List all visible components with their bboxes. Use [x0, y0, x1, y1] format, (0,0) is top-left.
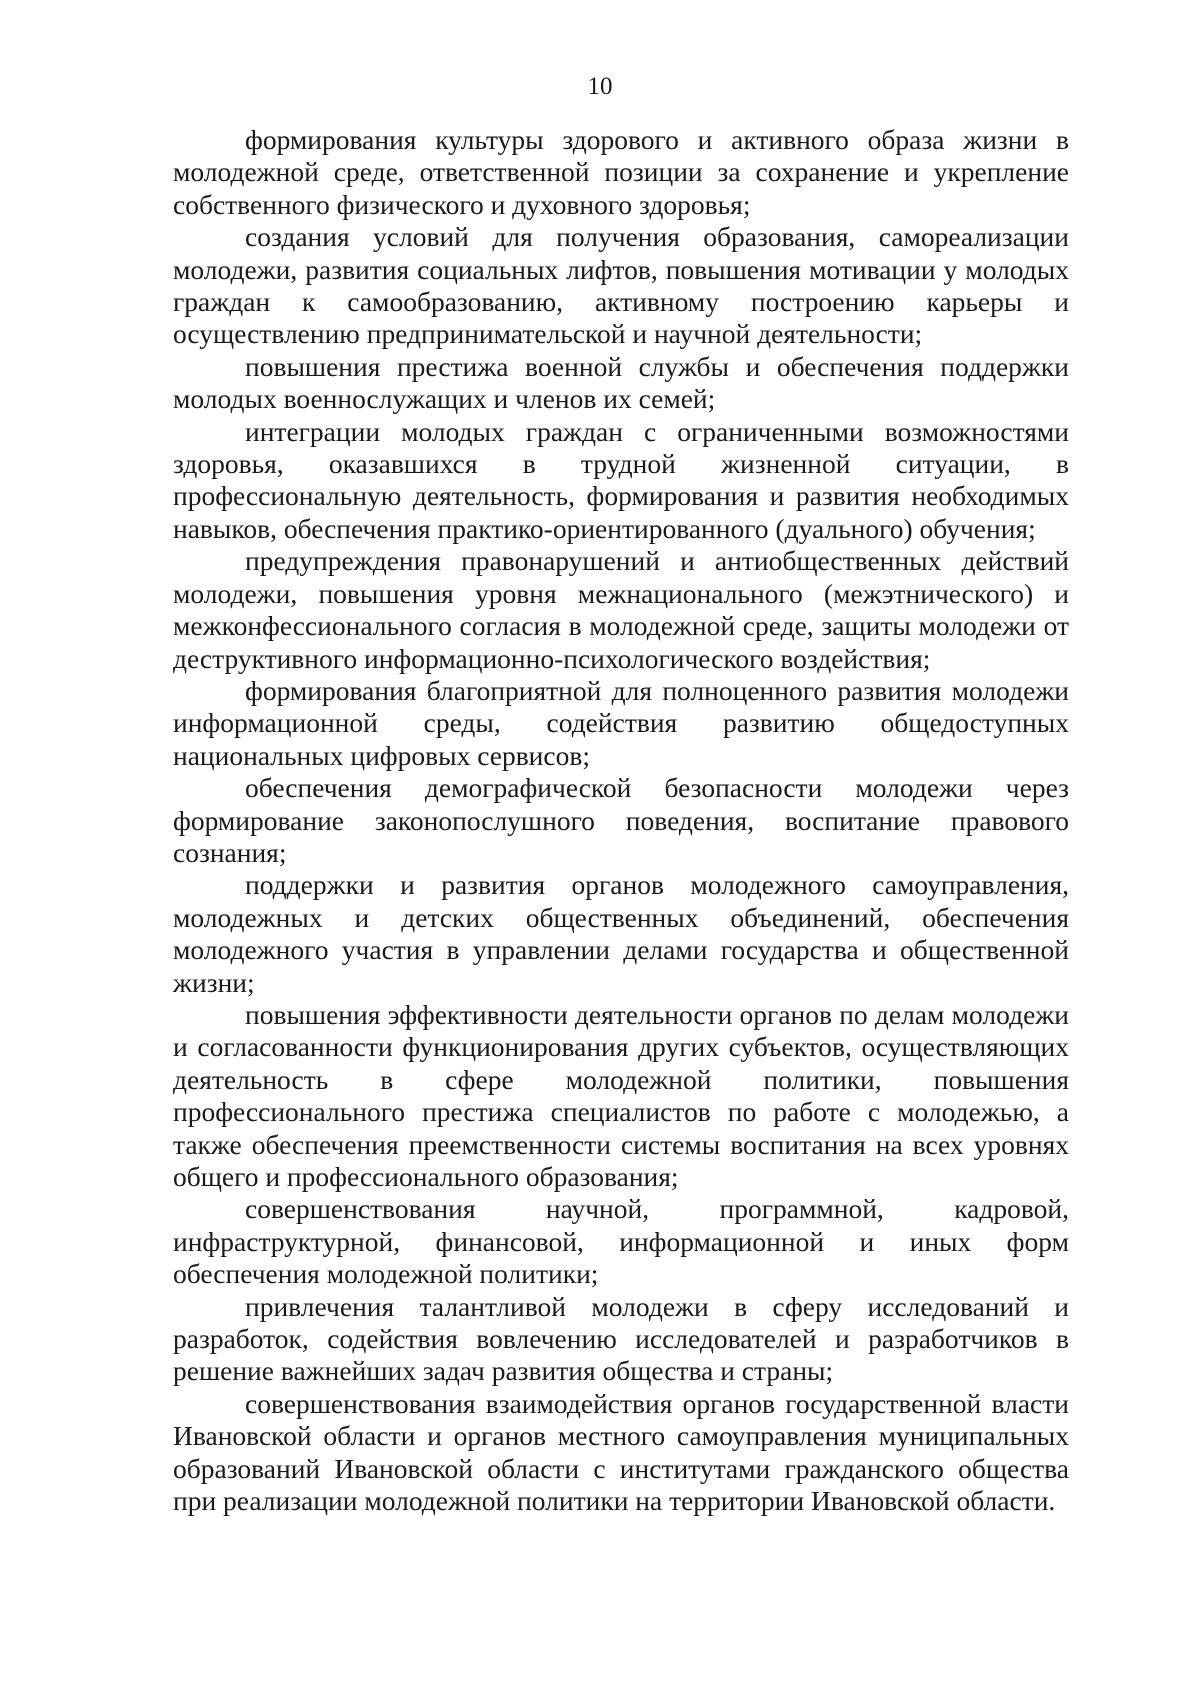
paragraph: обеспечения демографической безопасности молодежи через формирование законопослушного поведения, воспитание правового сознания; [173, 772, 1069, 868]
paragraph: совершенствования научной, программной, кадровой, инфраструктурной, финансовой, информационной и иных форм обеспечения молодежной политики; [173, 1193, 1069, 1290]
page-number: 10 [587, 73, 613, 100]
paragraph: поддержки и развития органов молодежного самоуправления, молодежных и детских общественных объединений, обеспечения молодежного участия в управлении делами государства и общественной жизни; [173, 869, 1069, 998]
paragraph: предупреждения правонарушений и антиобщественных действий молодежи, повышения уровня межнационального (межэтнического) и межконфессионального согласия в молодежной среде, защиты молодежи от деструктивного информационно-психологического воздействия; [173, 545, 1069, 674]
paragraph: повышения престижа военной службы и обеспечения поддержки молодых военнослужащих и членов их семей; [173, 350, 1069, 415]
paragraph: привлечения талантливой молодежи в сферу исследований и разработок, содействия вовлечению исследователей и разработчиков в решение важнейших задач развития общества и страны; [173, 1290, 1069, 1387]
paragraph: создания условий для получения образования, самореализации молодежи, развития социальных лифтов, повышения мотивации у молодых граждан к самообразованию, активному построению карьеры и осуществлению предпринимательской и научной деятельности; [173, 221, 1069, 350]
document-body [173, 124, 1069, 1517]
paragraph: интеграции молодых граждан с ограниченными возможностями здоровья, оказавшихся в трудной жизненной ситуации, в профессиональную деятельность, формирования и развития необходимых навыков, обеспечения практико-ориентированного (дуального) обучения; [173, 415, 1069, 544]
paragraph: формирования благоприятной для полноценного развития молодежи информационной среды, содействия развитию общедоступных национальных цифровых сервисов; [173, 674, 1069, 771]
paragraph: повышения эффективности деятельности органов по делам молодежи и согласованности функционирования других субъектов, осуществляющих деятельность в сфере молодежной политики, повышения профессионального престижа специалистов по работе с молодежью, а также обеспечения преемственности системы воспитания на всех уровнях общего и профессионального образования; [173, 998, 1069, 1192]
paragraph: совершенствования взаимодействия органов государственной власти Ивановской области и органов местного самоуправления муниципальных образований Ивановской области с институтами гражданского общества при реализации молодежной политики на территории Ивановской области. [173, 1387, 1069, 1517]
paragraph: формирования культуры здорового и активного образа жизни в молодежной среде, ответственной позиции за сохранение и укрепление собственного физического и духовного здоровья; [173, 124, 1069, 220]
